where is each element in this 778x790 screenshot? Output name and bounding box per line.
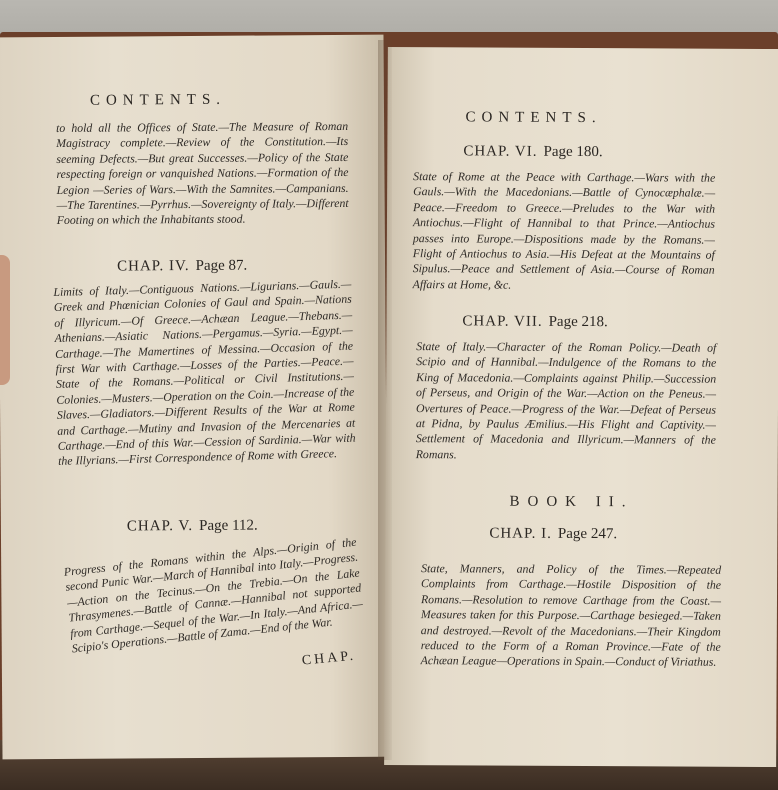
chap-i-title: CHAP. I.: [489, 525, 552, 542]
left-page: [0, 35, 389, 760]
chap-vi-heading: [463, 143, 602, 161]
continuation-text: to hold all the Offices of State.—The Measure of Roman Magistracy complete.—Review of the Constitution.—Its seeming Defects.—But great Successes.—Policy of the State respecting foreign or vanquished Nations.—Formation of the Legion —Series of Wars.—With the Samnites.—Campanians.—The Tarentines.—Pyrrhus.—Sovereignty of Italy.—Different Footing on which the Inhabitants stood.: [56, 118, 349, 228]
chap-iv-title: CHAP. IV.: [117, 258, 190, 275]
chap-v-title: CHAP. V.: [126, 518, 194, 535]
chap-iv-text: Limits of Italy.—Contiguous Nations.—Ligurians.—Gauls.—Greek and Phœnician Colonies of Gaul and Spain.—Nations of Illyricum.—Of Greece.—Achæan League.—Thebans.—Athenians.—Asiatic Nations.—Pergamus.—Syria.—Egypt.—Carthage.—The Mamertines of Messina.—Occasion of the first War with Carthage.—Losses of the Parties.—Peace.—State of the Romans.—Political or Civil Institutions.—Colonies.—Musters.—Operation on the Coin.—Increase of the Slaves.—Gladiators.—Different Results of the War at Rome and Carthage.—Mutiny and Invasion of the Mercenaries at Carthage.—End of this War.—Cession of Sardinia.—War with the Illyrians.—First Correspondence of Rome with Greece.: [53, 276, 356, 469]
chap-v-text: Progress of the Romans within the Alps.—Origin of the second Punic War.—March of Hannibal into Italy.—Progress.—Action on the Tecinus.—On the Trebia.—On the Lake Thrasymenes.—Battle of Cannæ.—Hannibal not supported from Carthage.—Sequel of the War.—In Italy.—And Africa.—Scipio's Operations.—Battle of Zama.—End of the War.: [63, 534, 364, 656]
catchword: CHAP.: [301, 648, 357, 669]
running-head-left: CONTENTS.: [89, 91, 227, 109]
chap-i-page: Page 247.: [557, 525, 618, 543]
chap-i-text: State, Manners, and Policy of the Times.—Repeated Complaints from Carthage.—Hostile Disposition of the Romans.—Resolution to remove Carthage from the Coast.—Measures taken for this Purpose.—Carthage besieged.—Taken and destroyed.—Revolt of the Macedonians.—Their Kingdom reduced to the Form of a Roman Province.—Fate of the Achæan League—Operations in Spain.—Conduct of Viriathus.: [420, 561, 722, 670]
chap-vi-page: Page 180.: [543, 143, 603, 161]
book-gutter: [378, 40, 392, 760]
running-head-right: CONTENTS.: [465, 109, 602, 127]
book-heading: BOOK II.: [509, 493, 634, 511]
chap-vii-text: State of Italy.—Character of the Roman Policy.—Death of Scipio and of Hannibal.—Indulgence of the Romans to the King of Macedonia.—Complaints against Philip.—Succession of Perseus, and Origin of the War.—Action on the Peneus.—Overtures of Peace.—Progress of the War.—Defeat of Perseus at Pidna, by Paulus Æmilius.—His Flight and Captivity.—Settlement of Macedonia and Illyricum.—Manners of the Romans.: [415, 339, 717, 462]
chap-i-heading: [489, 526, 617, 544]
chap-v-page: Page 112.: [199, 517, 258, 534]
chap-iv-heading: [117, 258, 247, 276]
thumb: [0, 255, 10, 385]
chap-vii-heading: [462, 313, 607, 331]
right-page: [384, 47, 778, 767]
chap-vii-title: CHAP. VII.: [462, 313, 543, 330]
chap-vii-page: Page 218.: [548, 313, 608, 331]
chap-vi-text: State of Rome at the Peace with Carthage.—Wars with the Gauls.—With the Macedonians.—Battle of Cynocæphalæ.—Peace.—Freedom to Greece.—Preludes to the War with Antiochus.—Flight of Hannibal to that Prince.—Antiochus passes into Europe.—Dispositions made by the Romans.—Flight of Antiochus to Asia.—His Defeat at the Mountains of Sipulus.—Peace and Settlement of Asia.—Course of Roman Affairs at Home, &c.: [412, 169, 716, 292]
chap-iv-page: Page 87.: [195, 257, 248, 274]
chap-v-heading: [127, 518, 258, 536]
chap-vi-title: CHAP. VI.: [463, 143, 538, 160]
